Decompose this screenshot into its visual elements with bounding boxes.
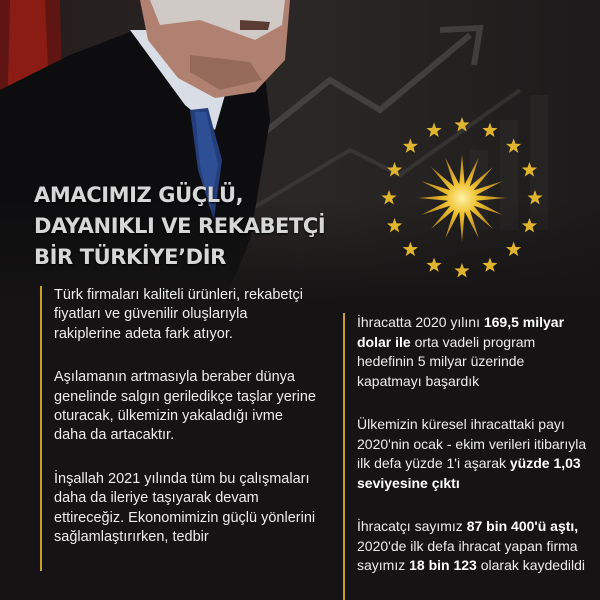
right-paragraph-2 [357,415,587,493]
text-segment: Ülkemizin küresel ihracattaki payı 2020'nin ocak - ekim verileri itibarıyla ilk defa yüzde 1'i aşarak [357,416,587,471]
title-line: DAYANIKLI VE REKABETÇİ [34,214,326,238]
right-paragraph-1 [357,313,587,391]
title-line: AMACIMIZ GÜÇLÜ, [34,183,244,207]
left-paragraph-2: Aşılamanın artmasıyla beraber dünya genelinde salgın geriledikçe taşlar yerine oturacak, ülkemizin yakaladığı ivme daha da artacaktır. [54,369,316,444]
right-column [343,313,587,600]
highlight-text: 169,5 milyar dolar ile [357,314,565,350]
left-column [40,286,316,571]
sun-star-icon [418,154,506,242]
text-segment: İhracatta 2020 yılını [357,314,484,330]
text-segment: olarak kaydedildi [476,557,585,573]
highlight-text: 87 bin 400'ü aştı, [466,518,579,534]
highlight-text: 18 bin 123 [409,557,477,573]
page-title [34,180,414,273]
text-segment: orta vadeli program hedefinin 5 milyar üzerinde kapatmayı başardık [357,333,536,389]
left-paragraph-1: Türk firmaları kaliteli ürünleri, rekabetçi fiyatları ve güvenilir oluşlarıyla rakiplerine adeta fark atıyor. [54,287,303,342]
right-paragraph-3 [357,517,587,576]
sun-star-shape [418,154,506,242]
highlight-text: yüzde 1,03 seviyesine çıktı [357,455,581,491]
text-segment: 2020'de ilk defa ihracat yapan firma sayımız [357,537,578,573]
title-line: BİR TÜRKİYE’DİR [34,245,226,269]
text-segment: İhracatçı sayımız [357,518,467,534]
left-paragraph-3: İnşallah 2021 yılında tüm bu çalışmaları daha da ileriye taşıyarak devam ettireceğiz. Ekonomimizin güçlü yönlerini sağlamlaştırırken, tedbir [54,470,316,546]
